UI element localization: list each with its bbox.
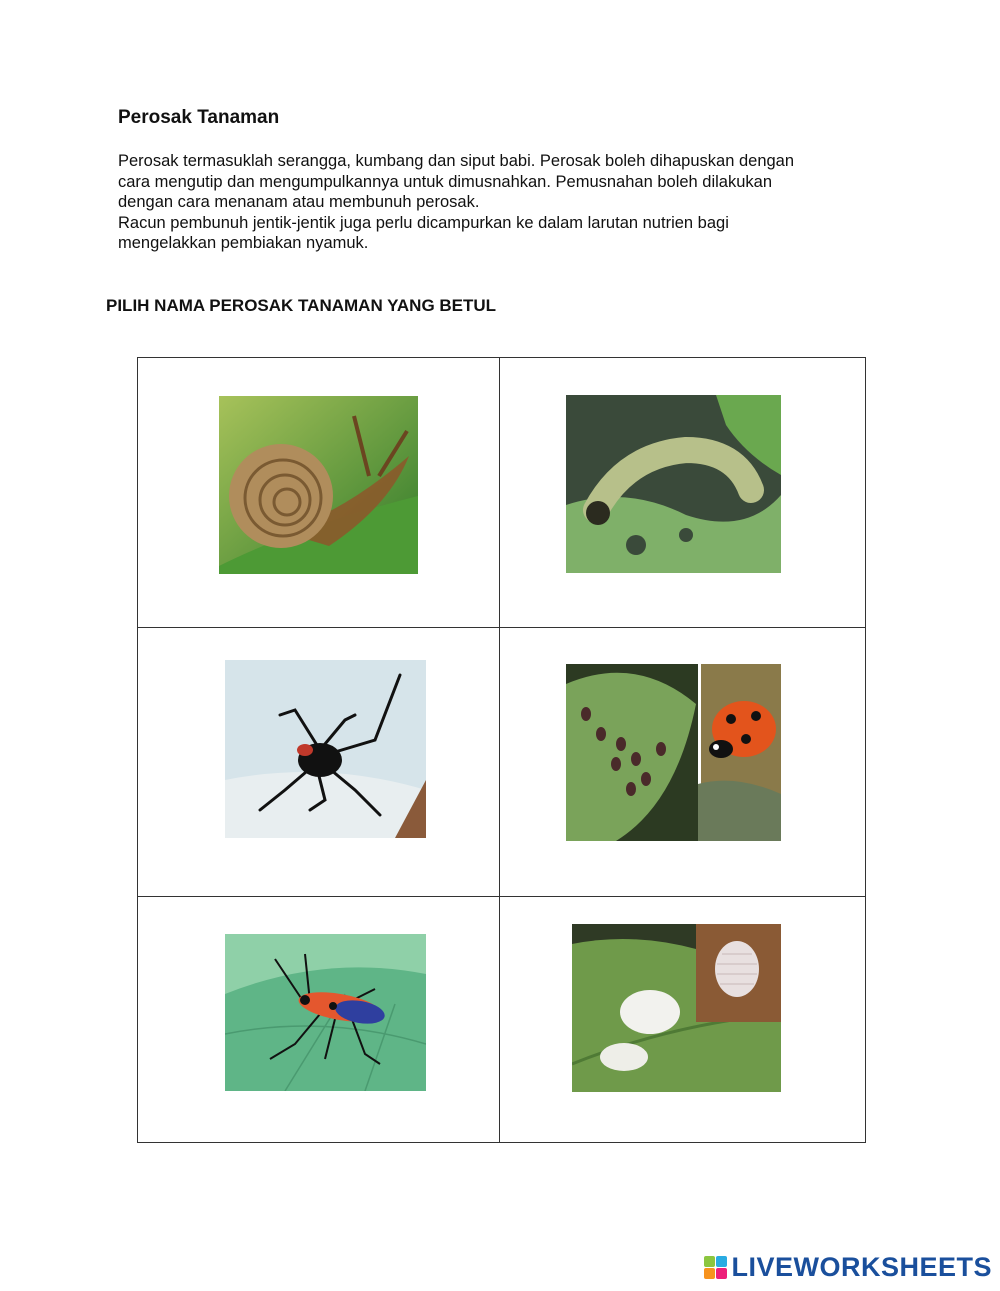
paragraph-line: Perosak termasuklah serangga, kumbang dan siput babi. Perosak boleh dihapuskan dengan: [118, 152, 795, 170]
mealybug-image: [572, 924, 781, 1092]
spider-image: [225, 660, 426, 838]
grid-divider: [499, 358, 500, 1142]
pest-image-grid: [137, 357, 866, 1143]
red-bug-image: [225, 934, 426, 1091]
grid-divider: [138, 627, 865, 628]
logo-icon: [704, 1256, 727, 1279]
grid-divider: [138, 896, 865, 897]
paragraph-line: cara mengutip dan mengumpulkannya untuk dimusnahkan. Pemusnahan boleh dilakukan: [118, 172, 773, 191]
logo-text: LIVEWORKSHEETS: [731, 1252, 992, 1282]
liveworksheets-logo: [704, 1252, 992, 1283]
page-title: Perosak Tanaman: [118, 107, 280, 128]
paragraph-line: dengan cara menanam atau membunuh perosak.: [118, 193, 480, 211]
intro-paragraph: [118, 151, 878, 254]
caterpillar-image: [566, 395, 781, 573]
instruction-heading: PILIH NAMA PEROSAK TANAMAN YANG BETUL: [106, 296, 497, 315]
snail-image: [219, 396, 418, 574]
ladybird-aphids-image: [566, 664, 781, 841]
paragraph-line: Racun pembunuh jentik-jentik juga perlu dicampurkan ke dalam larutan nutrien bagi: [118, 213, 729, 232]
paragraph-line: mengelakkan pembiakan nyamuk.: [118, 234, 369, 252]
